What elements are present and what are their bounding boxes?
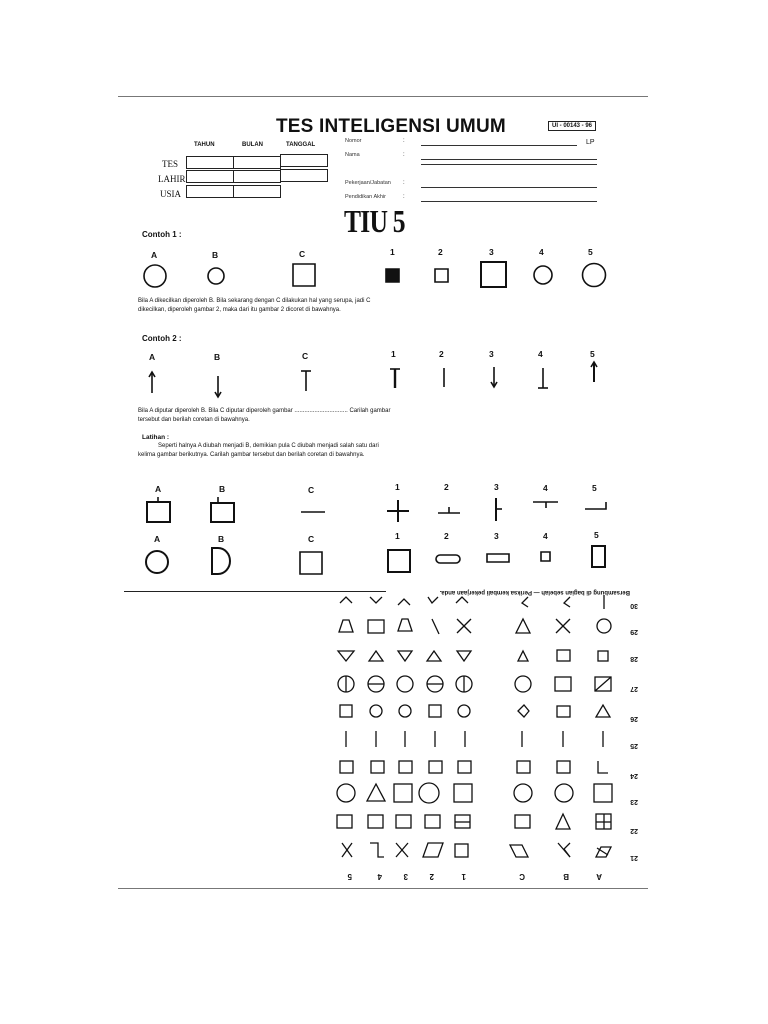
option-number: 5 bbox=[588, 247, 593, 257]
circle-figure bbox=[555, 784, 573, 802]
option-number: 1 bbox=[391, 349, 396, 359]
stimulus-letter: A bbox=[151, 250, 158, 260]
upside-down-section bbox=[118, 577, 648, 887]
option-number: 2 bbox=[444, 482, 449, 492]
option-number: 3 bbox=[494, 482, 499, 492]
date-col-header: TAHUN bbox=[194, 142, 215, 148]
column-letter: 1 bbox=[461, 872, 466, 881]
continuation-note: Bersambung di bagian sebelah — Periksa kembali pekerjaan anda. bbox=[439, 589, 630, 595]
stimulus-letter: C bbox=[308, 485, 315, 495]
square-figure[interactable] bbox=[435, 269, 448, 282]
row-number: 27 bbox=[630, 685, 638, 692]
square-figure bbox=[598, 651, 608, 661]
square-figure[interactable] bbox=[368, 815, 383, 828]
circle-figure bbox=[515, 676, 531, 692]
square-figure bbox=[515, 815, 530, 828]
square-figure bbox=[211, 503, 234, 522]
square-figure bbox=[293, 264, 315, 286]
column-letter: C bbox=[519, 872, 525, 881]
column-letter: B bbox=[563, 872, 569, 881]
square-figure[interactable] bbox=[429, 761, 442, 773]
square-figure bbox=[300, 552, 322, 574]
puzzle-figure[interactable] bbox=[455, 844, 468, 857]
form-row: Nama : bbox=[345, 152, 605, 162]
circle-figure[interactable] bbox=[534, 266, 552, 284]
angle-figure[interactable] bbox=[340, 597, 352, 603]
square-figure[interactable] bbox=[429, 705, 441, 717]
angle-figure bbox=[564, 597, 570, 607]
triangle-figure[interactable] bbox=[427, 651, 441, 661]
square-figure[interactable] bbox=[425, 815, 440, 828]
slash-figure[interactable] bbox=[432, 619, 439, 634]
square-figure bbox=[555, 677, 571, 691]
triangle-figure bbox=[516, 619, 530, 633]
form-code-badge: UI - 00143 - 96 bbox=[548, 121, 596, 131]
option-number: 5 bbox=[594, 530, 599, 540]
date-row-label: LAHIR bbox=[158, 174, 186, 184]
option-number: 2 bbox=[444, 531, 449, 541]
form-row: Pekerjaan/Jabatan : bbox=[345, 180, 605, 190]
square-figure[interactable] bbox=[454, 784, 472, 802]
option-number: 4 bbox=[538, 349, 543, 359]
circle-figure[interactable] bbox=[583, 264, 606, 287]
corner-figure[interactable] bbox=[585, 502, 606, 509]
angle-figure[interactable] bbox=[370, 597, 382, 603]
column-letter: A bbox=[596, 872, 602, 881]
option-number: 2 bbox=[438, 247, 443, 257]
stimulus-letter: A bbox=[154, 534, 161, 544]
figure-grid bbox=[118, 577, 648, 887]
square-figure[interactable] bbox=[337, 815, 352, 828]
triangle-figure[interactable] bbox=[398, 651, 412, 661]
form-row: Nomor : bbox=[345, 138, 605, 148]
page-title: TES INTELIGENSI UMUM bbox=[276, 116, 506, 137]
row-number: 30 bbox=[630, 602, 638, 609]
practice-instruction: Seperti halnya A diubah menjadi B, demikian pula C diubah menjadi salah satu dari kelima gambar berikutnya. Carilah gambar tersebut dan berilah coretan di bawahnya. bbox=[138, 443, 379, 458]
angle-figure[interactable] bbox=[456, 597, 468, 603]
practice-label: Latihan : bbox=[142, 434, 170, 441]
option-number: 4 bbox=[543, 531, 548, 541]
stimulus-letter: B bbox=[218, 534, 225, 544]
example2-instruction: Bila A diputar diperoleh B. Bila C diputar diperoleh gambar ................................ Carilah gambar tersebut dan berilah coretan di bawahnya. bbox=[138, 408, 391, 423]
rect-figure[interactable] bbox=[592, 546, 605, 567]
square-figure[interactable] bbox=[399, 761, 412, 773]
puzzle-figure bbox=[564, 843, 570, 857]
form-label: Pendidikan Akhir bbox=[345, 194, 386, 200]
option-number: 2 bbox=[439, 349, 444, 359]
square-figure[interactable] bbox=[396, 815, 411, 828]
stimulus-letter: A bbox=[149, 352, 156, 362]
diamond-figure bbox=[518, 705, 529, 717]
circle-figure[interactable] bbox=[399, 705, 411, 717]
stimulus-letter: C bbox=[308, 534, 315, 544]
circle-figure[interactable] bbox=[337, 784, 355, 802]
example2-label: Contoh 2 : bbox=[142, 334, 182, 343]
date-col-header: BULAN bbox=[242, 142, 263, 148]
test-sheet bbox=[118, 97, 648, 888]
stimulus-letter: C bbox=[302, 351, 309, 361]
circle-figure bbox=[144, 265, 166, 287]
row-number: 24 bbox=[630, 772, 638, 779]
square-figure bbox=[147, 502, 170, 522]
puzzle-figure[interactable] bbox=[423, 843, 443, 857]
form-label: Nomor bbox=[345, 138, 362, 144]
option-number: 1 bbox=[390, 247, 395, 257]
circle-figure[interactable] bbox=[397, 676, 413, 692]
circle-figure[interactable] bbox=[458, 705, 470, 717]
rounded-rect-figure[interactable] bbox=[436, 555, 460, 563]
square-figure[interactable] bbox=[541, 552, 550, 561]
circle-figure bbox=[146, 551, 168, 573]
row-number: 29 bbox=[630, 628, 638, 635]
circle-figure[interactable] bbox=[419, 783, 439, 803]
angle-figure[interactable] bbox=[398, 599, 410, 605]
bottom-rule bbox=[118, 888, 648, 889]
subtest-title: TIU 5 bbox=[344, 203, 405, 239]
form-label: Nama bbox=[345, 152, 360, 158]
trapezoid-figure[interactable] bbox=[398, 619, 412, 631]
puzzle-figure bbox=[510, 845, 528, 857]
option-number: 3 bbox=[489, 349, 494, 359]
date-col-header: TANGGAL bbox=[286, 142, 316, 148]
column-letter: 5 bbox=[347, 872, 352, 881]
column-letter: 3 bbox=[403, 872, 408, 881]
circle-figure[interactable] bbox=[370, 705, 382, 717]
square-figure[interactable] bbox=[481, 262, 506, 287]
triangle-figure bbox=[596, 705, 610, 717]
row-number: 22 bbox=[630, 827, 638, 834]
square-figure[interactable] bbox=[371, 761, 384, 773]
circle-figure bbox=[208, 268, 224, 284]
row-number: 23 bbox=[630, 798, 638, 805]
date-row-label: TES bbox=[162, 159, 179, 169]
triangle-figure[interactable] bbox=[367, 784, 385, 801]
row-number: 26 bbox=[630, 715, 638, 722]
stimulus-letter: B bbox=[212, 250, 219, 260]
rect-figure[interactable] bbox=[487, 554, 509, 562]
column-letter: 4 bbox=[377, 872, 382, 881]
triangle-figure[interactable] bbox=[369, 651, 383, 661]
square-figure bbox=[557, 761, 570, 773]
column-letter: 2 bbox=[429, 872, 434, 881]
example1-instruction: Bila A dikecilkan diperoleh B. Bila sekarang dengan C dilakukan hal yang serupa, jadi C dikecilkan, diperoleh gambar 2, maka dari itu gambar 2 dicoret di bawahnya. bbox=[138, 298, 371, 313]
option-number: 3 bbox=[489, 247, 494, 257]
square-figure bbox=[557, 650, 570, 661]
option-number: 4 bbox=[543, 483, 548, 493]
square-figure bbox=[517, 761, 530, 773]
half-circle-figure bbox=[212, 548, 230, 574]
option-number: 4 bbox=[539, 247, 544, 257]
stimulus-letter: B bbox=[214, 352, 221, 362]
triangle-figure[interactable] bbox=[338, 651, 354, 661]
stimulus-letter: A bbox=[155, 484, 162, 494]
stimulus-letter: C bbox=[299, 249, 306, 259]
square-figure bbox=[557, 706, 570, 717]
puzzle-figure[interactable] bbox=[370, 843, 384, 857]
option-number: 1 bbox=[395, 482, 400, 492]
page-mark: LP bbox=[586, 139, 595, 146]
square-figure[interactable] bbox=[368, 620, 384, 633]
angle-figure bbox=[522, 597, 528, 607]
form-row: Pendidikan Akhir : bbox=[345, 194, 605, 204]
stimulus-letter: B bbox=[219, 484, 226, 494]
row-number: 21 bbox=[630, 854, 638, 861]
circle-figure bbox=[597, 619, 611, 633]
option-number: 5 bbox=[592, 483, 597, 493]
square-figure[interactable] bbox=[340, 761, 353, 773]
triangle-figure bbox=[556, 814, 570, 829]
triangle-figure[interactable] bbox=[457, 651, 471, 661]
date-row-label: USIA bbox=[160, 189, 182, 199]
square-figure bbox=[594, 784, 612, 802]
square-figure[interactable] bbox=[388, 550, 410, 572]
square-figure[interactable] bbox=[458, 761, 471, 773]
example1-label: Contoh 1 : bbox=[142, 230, 182, 239]
square-figure[interactable] bbox=[340, 705, 352, 717]
row-number: 28 bbox=[630, 655, 638, 662]
triangle-figure bbox=[518, 651, 528, 661]
option-number: 1 bbox=[395, 531, 400, 541]
square-figure[interactable] bbox=[386, 269, 399, 282]
square-figure[interactable] bbox=[394, 784, 412, 802]
bowtie-figure[interactable] bbox=[339, 620, 353, 632]
form-label: Pekerjaan/Jabatan bbox=[345, 180, 391, 186]
hook-figure bbox=[598, 761, 608, 773]
option-number: 3 bbox=[494, 531, 499, 541]
circle-figure bbox=[514, 784, 532, 802]
angle-figure[interactable] bbox=[428, 597, 438, 603]
option-number: 5 bbox=[590, 349, 595, 359]
row-number: 25 bbox=[630, 742, 638, 749]
